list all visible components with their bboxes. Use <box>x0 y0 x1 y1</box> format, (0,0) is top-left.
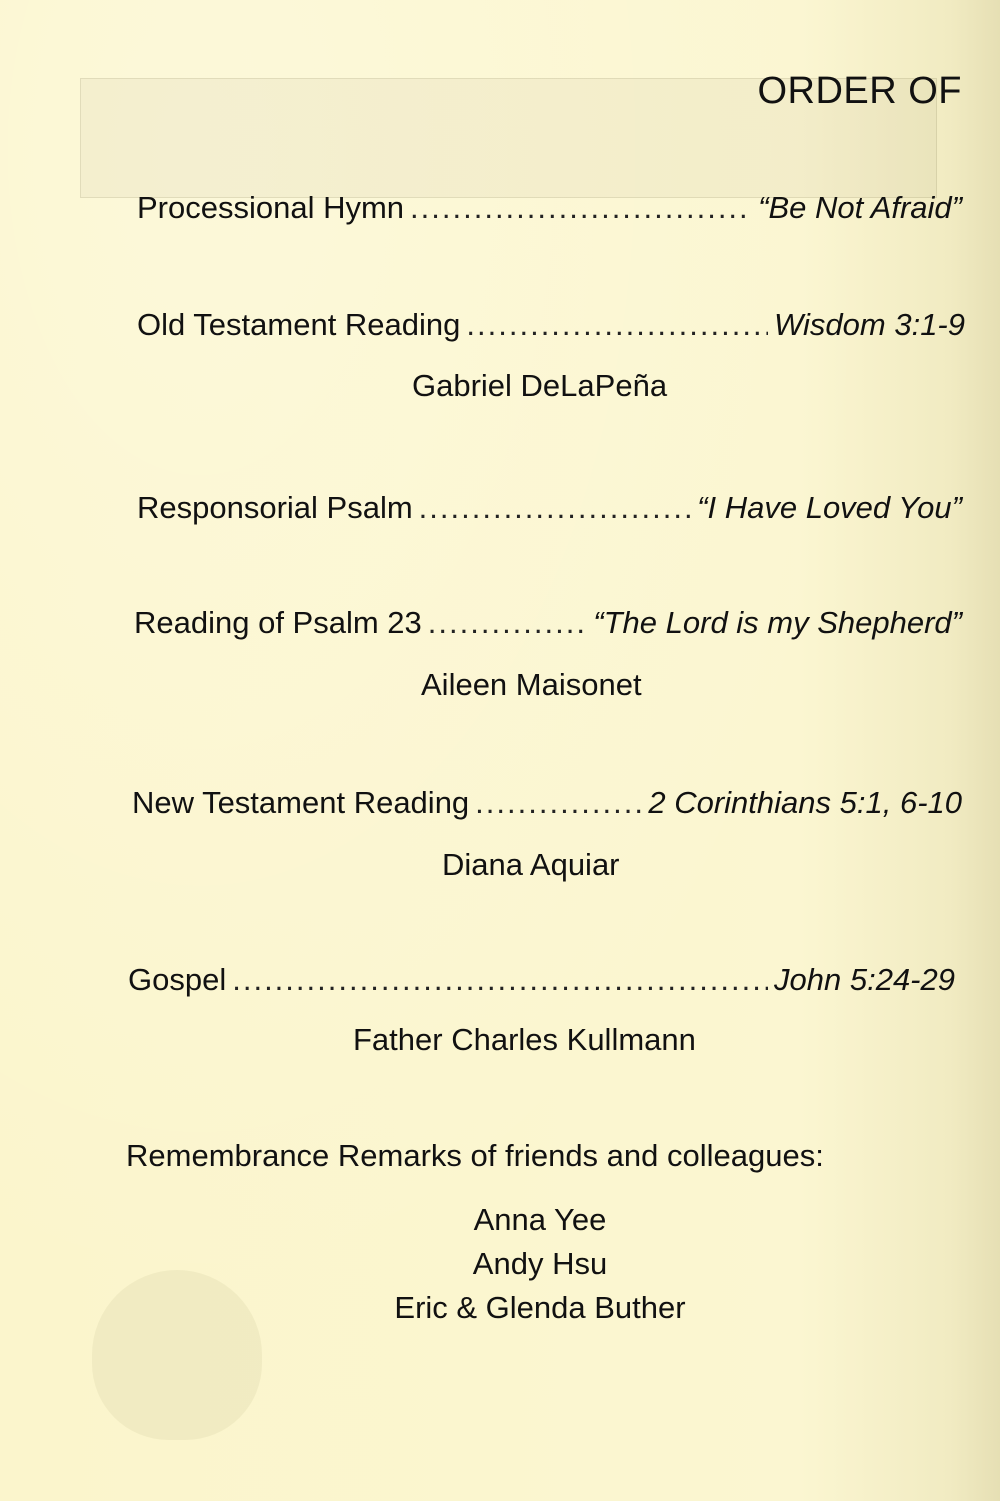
leader-dots <box>475 785 642 821</box>
entry-label: New Testament Reading <box>132 785 470 820</box>
program-entry-psalm-23 <box>134 605 962 641</box>
program-entry-new-testament <box>132 785 962 821</box>
entry-value: “The Lord is my Shepherd” <box>593 605 962 640</box>
speaker-name: Andy Hsu <box>472 1246 608 1281</box>
program-entry-responsorial-psalm <box>137 490 962 526</box>
program-entry-processional-hymn <box>137 190 962 226</box>
program-entry-gospel <box>128 962 955 998</box>
reader-name: Diana Aquiar <box>442 847 620 882</box>
entry-label: Reading of Psalm 23 <box>134 605 422 640</box>
bleed-through-heart <box>92 1270 262 1440</box>
entry-value: “Be Not Afraid” <box>758 190 962 225</box>
entry-value: John 5:24-29 <box>774 962 955 997</box>
leader-dots <box>410 190 752 226</box>
speaker-name: Eric & Glenda Buther <box>394 1290 686 1325</box>
entry-label: Gospel <box>128 962 227 997</box>
reader-name: Aileen Maisonet <box>421 667 642 702</box>
leader-dots <box>419 490 692 526</box>
leader-dots <box>232 962 768 998</box>
program-entry-old-testament <box>137 307 965 343</box>
speaker-list <box>340 1198 740 1330</box>
speaker-name: Anna Yee <box>473 1202 607 1237</box>
leader-dots <box>428 605 588 641</box>
entry-label: Old Testament Reading <box>137 307 461 342</box>
leader-dots <box>466 307 768 343</box>
page-title: ORDER OF <box>757 70 962 112</box>
reader-name: Father Charles Kullmann <box>353 1022 696 1057</box>
entry-label: Responsorial Psalm <box>137 490 413 525</box>
entry-value: “I Have Loved You” <box>697 490 962 525</box>
remarks-heading: Remembrance Remarks of friends and colleagues: <box>126 1138 824 1173</box>
reader-name: Gabriel DeLaPeña <box>412 368 668 403</box>
entry-value: Wisdom 3:1-9 <box>774 307 965 342</box>
entry-value: 2 Corinthians 5:1, 6-10 <box>648 785 962 820</box>
entry-label: Processional Hymn <box>137 190 405 225</box>
